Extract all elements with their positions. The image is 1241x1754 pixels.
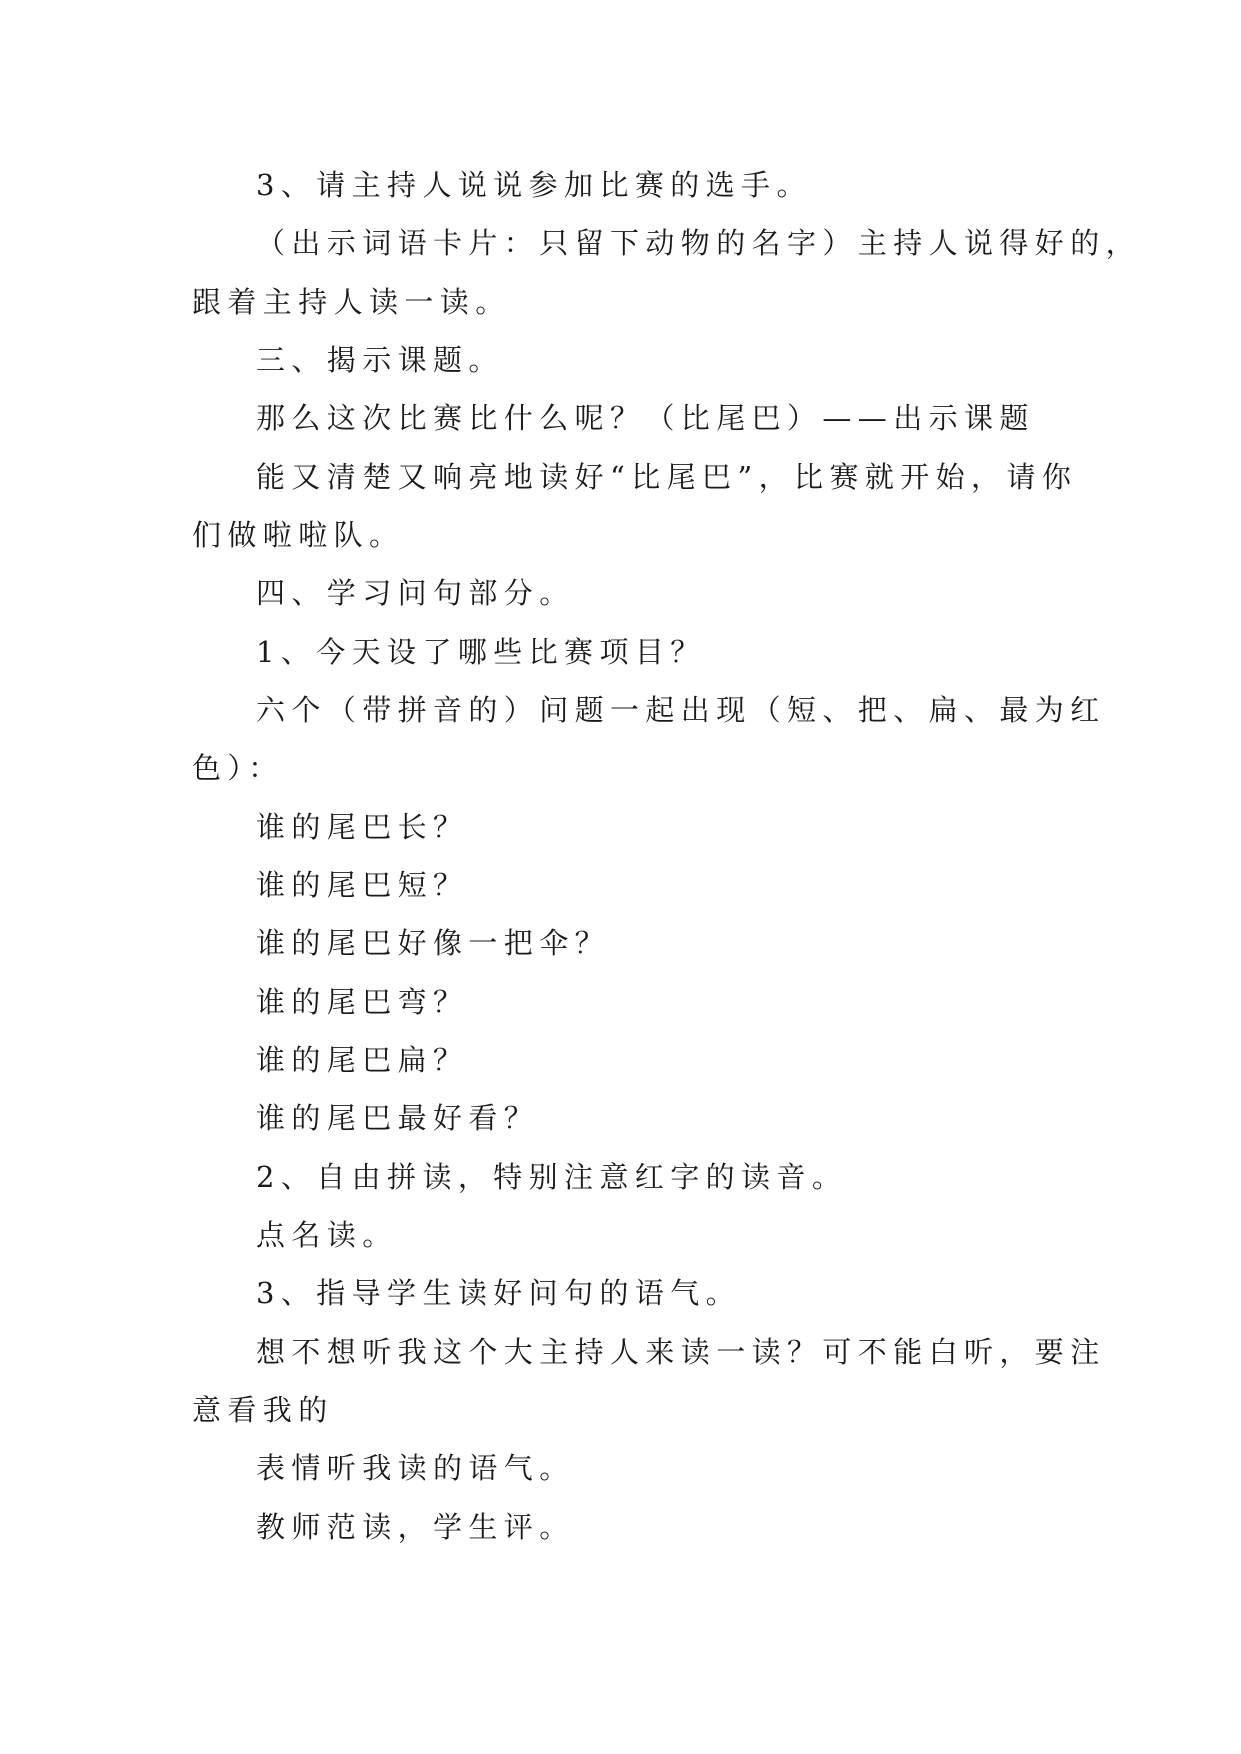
paragraph-line: 想不想听我这个大主持人来读一读？可不能白听，要注 [256,1335,1106,1369]
paragraph-line: 1、今天设了哪些比赛项目？ [256,635,706,669]
paragraph-line: 六个（带拼音的）问题一起出现（短、把、扁、最为红 [256,693,1106,727]
paragraph-line: 2、自由拼读，特别注意红字的读音。 [256,1160,848,1194]
paragraph-line: （出示词语卡片：只留下动物的名字）主持人说得好的， [256,226,1142,260]
section-heading: 三、揭示课题。 [256,343,504,377]
paragraph-line: 表情听我读的语气。 [256,1451,575,1485]
section-heading: 四、学习问句部分。 [256,576,575,610]
paragraph-line: 3、指导学生读好问句的语气。 [256,1276,742,1310]
question-line: 谁的尾巴长？ [256,810,469,844]
paragraph-line: 色）： [192,751,284,785]
paragraph-line: 3、请主持人说说参加比赛的选手。 [256,168,812,202]
question-line: 谁的尾巴短？ [256,868,469,902]
paragraph-line: 那么这次比赛比什么呢？（比尾巴）——出示课题 [256,401,1035,435]
paragraph-line: 点名读。 [256,1218,398,1252]
paragraph-line: 跟着主持人读一读。 [192,285,511,319]
paragraph-line: 能又清楚又响亮地读好“比尾巴”，比赛就开始，请你 [256,460,1078,494]
question-line: 谁的尾巴扁？ [256,1043,469,1077]
question-line: 谁的尾巴最好看？ [256,1101,540,1135]
paragraph-line: 教师范读，学生评。 [256,1510,575,1544]
question-line: 谁的尾巴好像一把伞？ [256,926,611,960]
paragraph-line: 意看我的 [192,1393,334,1427]
paragraph-line: 们做啦啦队。 [192,518,405,552]
question-line: 谁的尾巴弯？ [256,985,469,1019]
